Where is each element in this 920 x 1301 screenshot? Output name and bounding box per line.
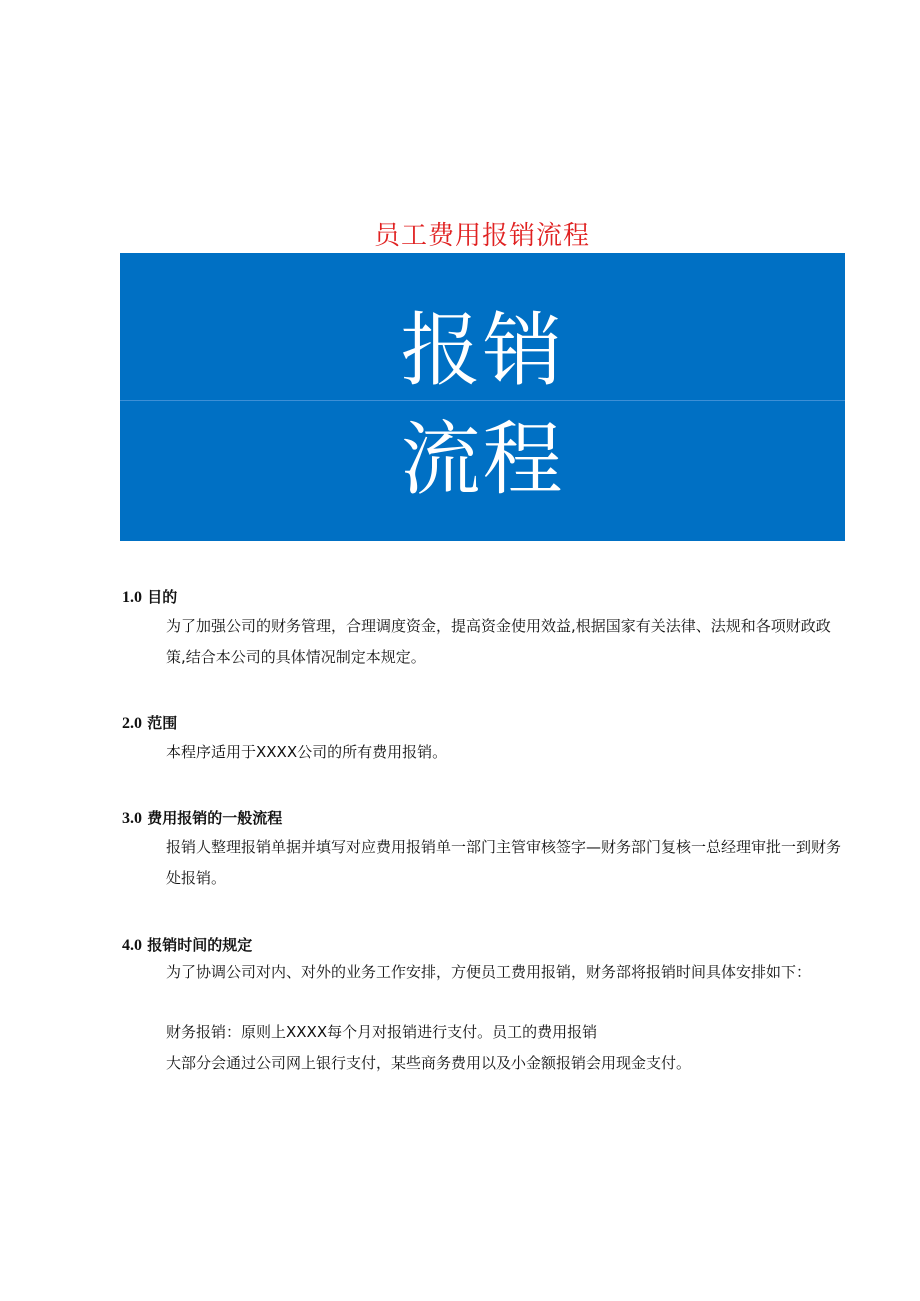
section-heading xyxy=(122,711,847,735)
section-number: 2.0 xyxy=(122,715,142,732)
section-number: 1.0 xyxy=(122,589,142,606)
section-heading xyxy=(122,806,847,830)
section-reimbursement-time xyxy=(122,933,847,1079)
section-heading xyxy=(122,933,847,957)
section-title: 费用报销的一般流程 xyxy=(147,809,283,827)
title-banner xyxy=(120,253,845,541)
section-paragraph: 大部分会通过公司网上银行支付，某些商务费用以及小金额报销会用现金支付。 xyxy=(166,1054,692,1072)
section-general-flow xyxy=(122,806,847,894)
section-paragraph: 本程序适用于XXXX公司的所有费用报销。 xyxy=(166,743,448,761)
document-title: 员工费用报销流程 xyxy=(373,221,590,251)
section-number: 3.0 xyxy=(122,810,142,827)
paragraph-gap xyxy=(122,988,847,1017)
section-paragraph: 财务报销：原则上XXXX每个月对报销进行支付。员工的费用报销 xyxy=(166,1023,598,1041)
banner-line-2: 流程 xyxy=(400,413,565,506)
section-title: 报销时间的规定 xyxy=(147,936,253,954)
section-paragraph: 为了协调公司对内、对外的业务工作安排，方便员工费用报销，财务部将报销时间具体安排如下： xyxy=(166,963,812,981)
banner-divider xyxy=(120,400,845,401)
section-purpose xyxy=(122,585,847,673)
section-paragraph: 报销人整理报销单据并填写对应费用报销单一部门主管审核签字—财务部门复核一总经理审批一到财务处报销。 xyxy=(166,838,842,887)
section-title: 范围 xyxy=(147,714,178,732)
section-scope xyxy=(122,711,847,768)
section-title: 目的 xyxy=(147,588,178,606)
section-number: 4.0 xyxy=(122,937,142,954)
banner-line-1: 报销 xyxy=(400,304,565,397)
section-heading xyxy=(122,585,847,609)
section-paragraph: 为了加强公司的财务管理，合理调度资金，提高资金使用效益,根据国家有关法律、法规和各项财政政策,结合本公司的具体情况制定本规定。 xyxy=(166,617,831,666)
